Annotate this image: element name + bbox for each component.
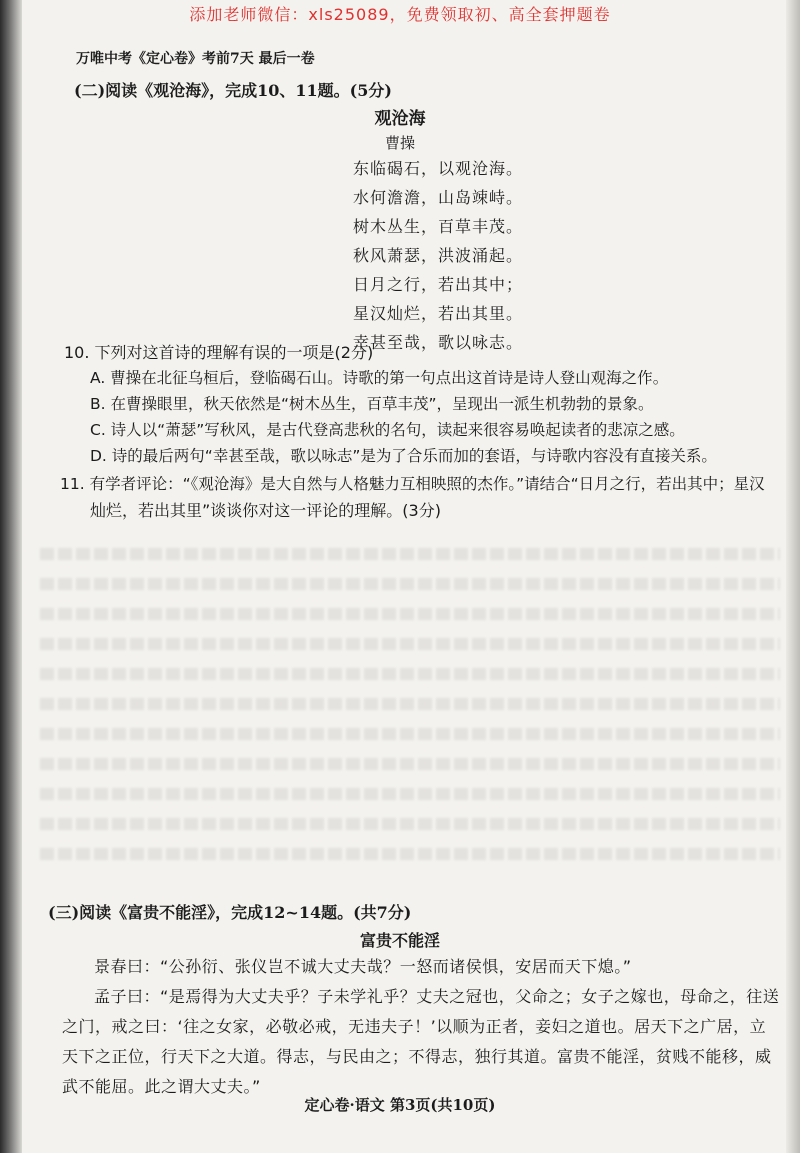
poem-line: 水何澹澹，山岛竦峙。 <box>353 188 524 207</box>
bleed-through <box>40 698 780 710</box>
poem-line: 树木丛生，百草丰茂。 <box>353 217 524 236</box>
question-10-stem: 10. 下列对这首诗的理解有误的一项是(2分) <box>64 343 374 362</box>
bleed-through <box>40 848 780 860</box>
scan-shadow-left <box>0 0 22 1153</box>
bleed-through <box>40 728 780 740</box>
bleed-through <box>40 788 780 800</box>
text-paragraph: 景春曰：“公孙衍、张仪岂不诚大丈夫哉？一怒而诸侯惧，安居而天下熄。” <box>94 957 632 976</box>
poem-line: 幸甚至哉，歌以咏志。 <box>353 333 524 352</box>
poem-line: 东临碣石，以观沧海。 <box>353 159 524 178</box>
bleed-through <box>40 578 780 590</box>
question-10-option-c: C. 诗人以“萧瑟”写秋风，是古代登高悲秋的名句，读起来很容易唤起读者的悲凉之感。 <box>90 421 685 439</box>
bleed-through <box>40 818 780 830</box>
section-2-heading: (二)阅读《观沧海》，完成10、11题。(5分) <box>74 81 392 100</box>
poem-title: 观沧海 <box>374 109 426 129</box>
poem-line: 日月之行，若出其中； <box>353 275 524 294</box>
classical-text <box>62 952 782 1102</box>
poem-author: 曹操 <box>384 134 415 152</box>
question-11-line-2: 灿烂，若出其里”谈谈你对这一评论的理解。(3分) <box>90 501 441 520</box>
text-title: 富贵不能淫 <box>359 931 440 950</box>
page-header: 万唯中考《定心卷》考前7天 最后一卷 <box>76 51 315 67</box>
bleed-through <box>40 638 780 650</box>
question-10-option-d: D. 诗的最后两句“幸甚至哉，歌以咏志”是为了合乐而加的套语，与诗歌内容没有直接关系。 <box>90 447 717 465</box>
text-paragraph: 孟子曰：“是焉得为大丈夫乎？子未学礼乎？丈夫之冠也，父命之；女子之嫁也，母命之，往送之门，戒之曰：‘往之女家，必敬必戒，无违夫子！’以顺为正者，妾妇之道也。居天下之广居，立天下之正位，行天下之大道。得志，与民由之；不得志，独行其道。富贵不能淫，贫贱不能移，威武不能屈。此之谓大丈夫。” <box>62 987 780 1096</box>
bleed-through <box>40 758 780 770</box>
question-10-option-a: A. 曹操在北征乌桓后，登临碣石山。诗歌的第一句点出这首诗是诗人登山观海之作。 <box>90 369 669 387</box>
bleed-through <box>40 548 780 560</box>
poem-line: 秋风萧瑟，洪波涌起。 <box>353 246 524 265</box>
section-3-heading: (三)阅读《富贵不能淫》，完成12~14题。(共7分) <box>48 903 412 922</box>
question-11-line-1: 11. 有学者评论：“《观沧海》是大自然与人格魅力互相映照的杰作。”请结合“日月之行，若出其中；星汉 <box>60 475 765 493</box>
bleed-through <box>40 668 780 680</box>
scan-shadow-right <box>786 0 800 1153</box>
poem-body <box>353 154 523 357</box>
watermark-banner: 添加老师微信：xls25089，免费领取初、高全套押题卷 <box>189 5 611 24</box>
question-10-option-b: B. 在曹操眼里，秋天依然是“树木丛生，百草丰茂”，呈现出一派生机勃勃的景象。 <box>90 395 654 413</box>
poem-line: 星汉灿烂，若出其里。 <box>353 304 524 323</box>
page-footer: 定心卷·语文 第3页(共10页) <box>304 1096 496 1114</box>
bleed-through <box>40 608 780 620</box>
